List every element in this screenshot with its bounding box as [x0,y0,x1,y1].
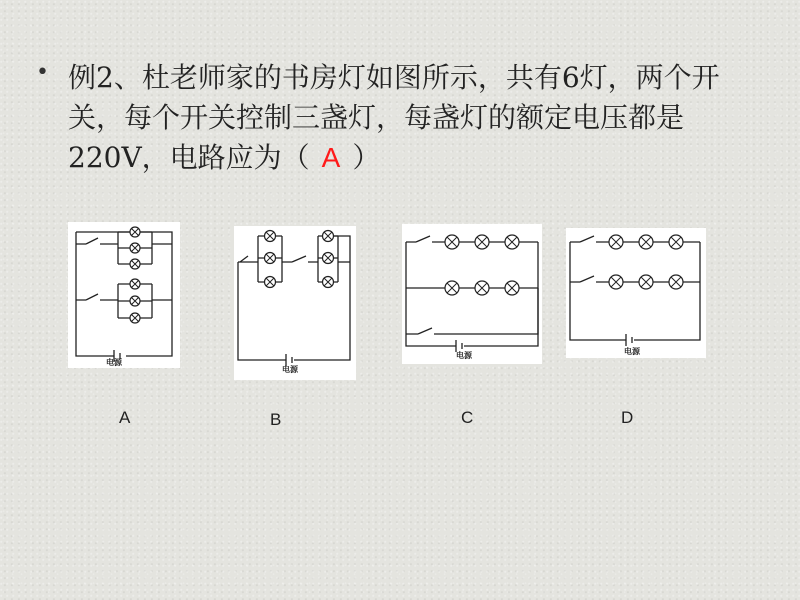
option-label-c: C [461,408,474,427]
circuit-diagram-a [68,222,180,368]
power-source-label-a: 电源 [106,358,122,367]
option-label-b: B [270,410,282,429]
power-source-label-d: 电源 [624,347,640,356]
circuit-d-svg [566,228,706,358]
option-label-d: D [621,408,634,427]
question-prompt: 例2、杜老师家的书房灯如图所示，共有6灯，两个开关，每个开关控制三盏灯，每盏灯的额定电压都是220V，电路应为（ [68,61,720,174]
power-source-label-c: 电源 [456,351,472,360]
circuit-diagram-d [566,228,706,358]
circuit-diagram-b [234,226,356,380]
circuit-c-svg [402,224,542,364]
circuit-diagram-c [402,224,542,364]
question-close-paren: ） [352,141,381,174]
bullet-point: • [36,60,49,85]
answer-text: A [321,142,341,173]
question-text [68,58,758,178]
lamp-icons-a [130,227,140,323]
circuit-b-svg [234,226,356,380]
option-label-a: A [119,408,131,427]
power-source-label-b: 电源 [282,365,298,374]
circuit-a-svg [68,222,180,368]
